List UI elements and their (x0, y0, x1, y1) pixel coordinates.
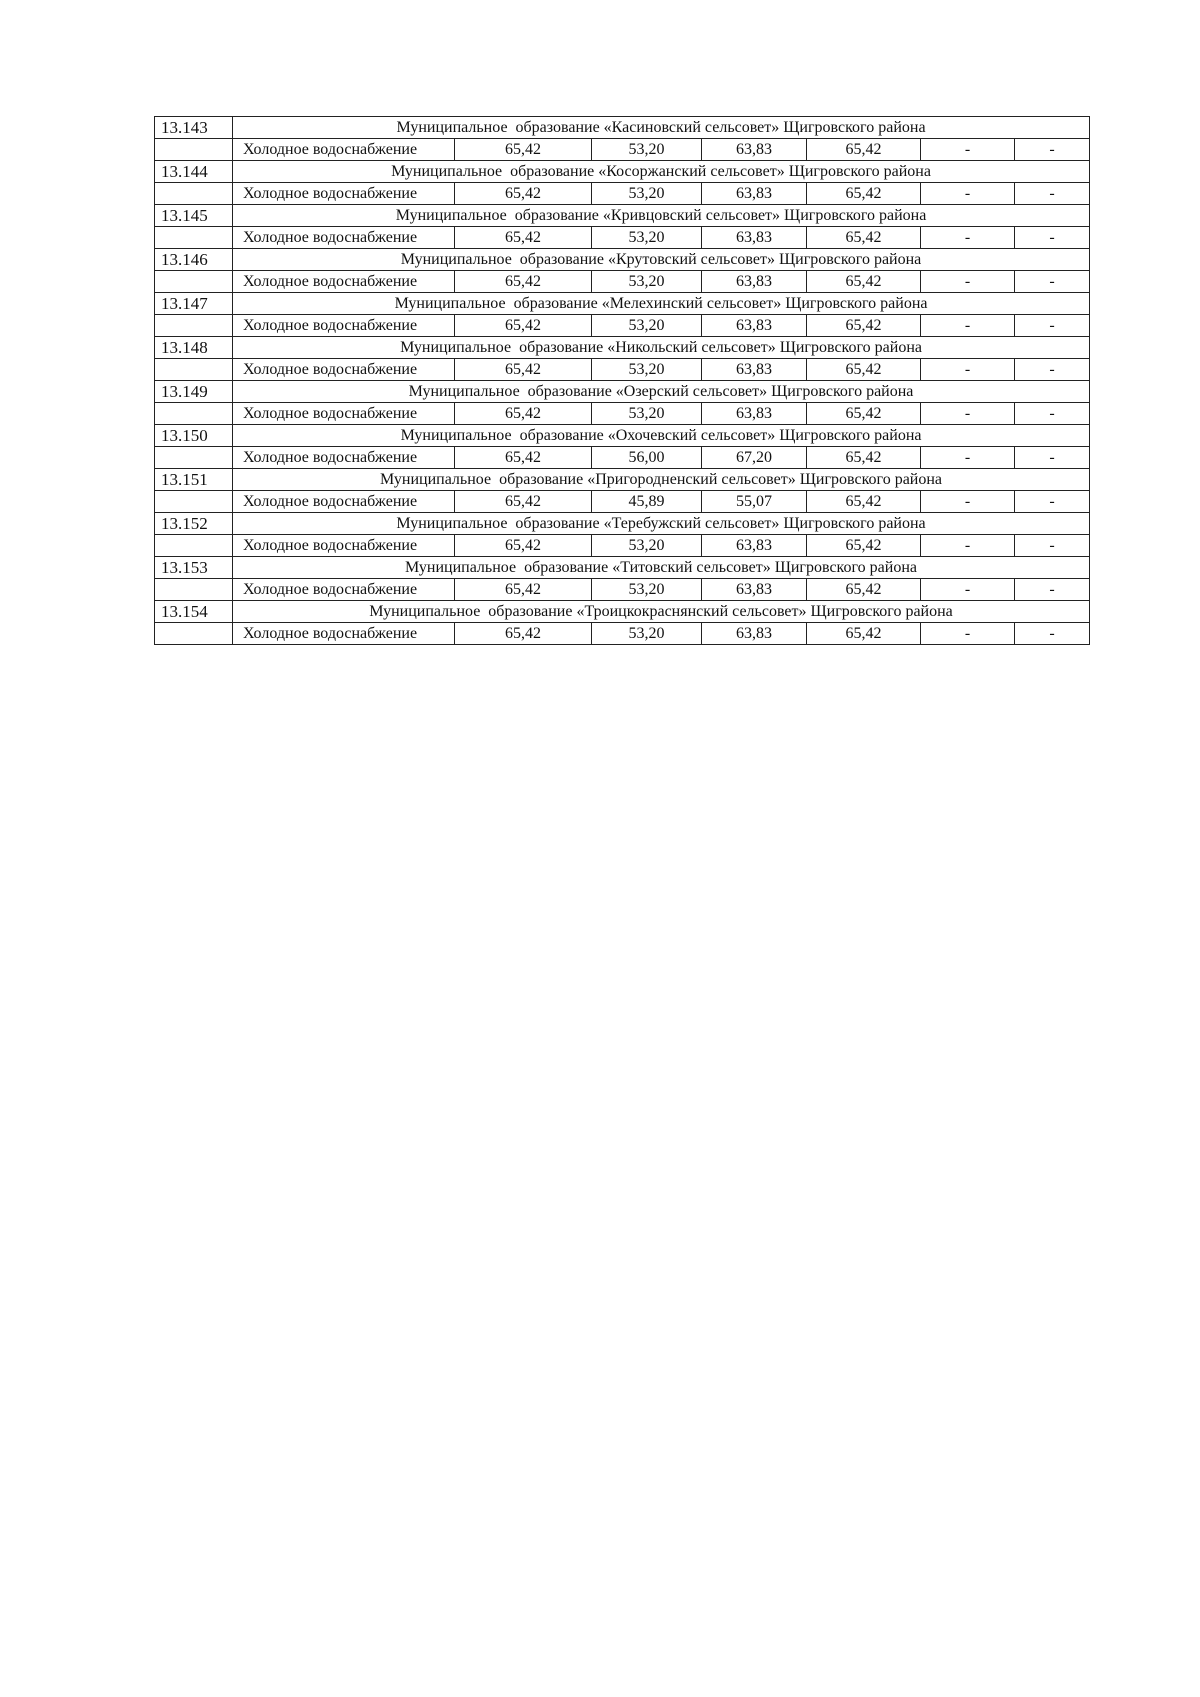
tariff-value-v6: - (1015, 579, 1090, 601)
row-number: 13.143 (155, 117, 233, 139)
service-row (155, 227, 1090, 249)
tariff-value-v1: 65,42 (455, 447, 592, 469)
service-row (155, 271, 1090, 293)
tariff-value-v1: 65,42 (455, 403, 592, 425)
municipality-title: Муниципальное образование «Крутовский сельсовет» Щигровского района (233, 249, 1090, 271)
service-name: Холодное водоснабжение (233, 271, 455, 293)
service-name: Холодное водоснабжение (233, 579, 455, 601)
tariff-value-v5: - (921, 623, 1015, 645)
tariff-value-v2: 53,20 (592, 623, 702, 645)
tariff-value-v1: 65,42 (455, 139, 592, 161)
tariff-value-v4: 65,42 (807, 139, 921, 161)
service-row (155, 447, 1090, 469)
tariff-value-v4: 65,42 (807, 271, 921, 293)
tariff-value-v5: - (921, 315, 1015, 337)
tariff-value-v3: 63,83 (702, 535, 807, 557)
tariff-table (154, 116, 1090, 645)
tariff-value-v2: 53,20 (592, 579, 702, 601)
tariff-value-v5: - (921, 447, 1015, 469)
tariff-value-v1: 65,42 (455, 183, 592, 205)
row-number: 13.148 (155, 337, 233, 359)
municipality-header-row (155, 161, 1090, 183)
row-number: 13.151 (155, 469, 233, 491)
row-number: 13.147 (155, 293, 233, 315)
row-number: 13.144 (155, 161, 233, 183)
service-row (155, 535, 1090, 557)
municipality-title: Муниципальное образование «Пригородненский сельсовет» Щигровского района (233, 469, 1090, 491)
tariff-value-v3: 63,83 (702, 139, 807, 161)
tariff-value-v1: 65,42 (455, 579, 592, 601)
tariff-value-v5: - (921, 359, 1015, 381)
service-name: Холодное водоснабжение (233, 139, 455, 161)
tariff-value-v2: 45,89 (592, 491, 702, 513)
tariff-value-v3: 55,07 (702, 491, 807, 513)
tariff-value-v6: - (1015, 359, 1090, 381)
tariff-value-v5: - (921, 535, 1015, 557)
tariff-value-v3: 63,83 (702, 623, 807, 645)
municipality-title: Муниципальное образование «Кривцовский сельсовет» Щигровского района (233, 205, 1090, 227)
row-number: 13.152 (155, 513, 233, 535)
service-row (155, 579, 1090, 601)
row-number: 13.154 (155, 601, 233, 623)
tariff-value-v3: 63,83 (702, 183, 807, 205)
service-row (155, 359, 1090, 381)
tariff-value-v6: - (1015, 183, 1090, 205)
municipality-title: Муниципальное образование «Озерский сельсовет» Щигровского района (233, 381, 1090, 403)
empty-cell (155, 447, 233, 469)
municipality-title: Муниципальное образование «Охочевский сельсовет» Щигровского района (233, 425, 1090, 447)
municipality-header-row (155, 513, 1090, 535)
tariff-value-v2: 56,00 (592, 447, 702, 469)
municipality-header-row (155, 557, 1090, 579)
tariff-value-v6: - (1015, 447, 1090, 469)
tariff-value-v2: 53,20 (592, 315, 702, 337)
row-number: 13.145 (155, 205, 233, 227)
municipality-title: Муниципальное образование «Касиновский сельсовет» Щигровского района (233, 117, 1090, 139)
tariff-value-v6: - (1015, 139, 1090, 161)
tariff-value-v1: 65,42 (455, 315, 592, 337)
tariff-value-v5: - (921, 139, 1015, 161)
municipality-header-row (155, 117, 1090, 139)
tariff-value-v4: 65,42 (807, 447, 921, 469)
service-row (155, 315, 1090, 337)
service-name: Холодное водоснабжение (233, 359, 455, 381)
tariff-value-v3: 63,83 (702, 579, 807, 601)
service-name: Холодное водоснабжение (233, 183, 455, 205)
municipality-header-row (155, 601, 1090, 623)
empty-cell (155, 535, 233, 557)
tariff-value-v4: 65,42 (807, 403, 921, 425)
tariff-value-v2: 53,20 (592, 227, 702, 249)
service-row (155, 491, 1090, 513)
tariff-value-v4: 65,42 (807, 359, 921, 381)
empty-cell (155, 359, 233, 381)
tariff-value-v5: - (921, 271, 1015, 293)
municipality-title: Муниципальное образование «Мелехинский сельсовет» Щигровского района (233, 293, 1090, 315)
empty-cell (155, 315, 233, 337)
tariff-value-v4: 65,42 (807, 491, 921, 513)
municipality-header-row (155, 469, 1090, 491)
tariff-value-v4: 65,42 (807, 535, 921, 557)
service-row (155, 403, 1090, 425)
tariff-value-v3: 67,20 (702, 447, 807, 469)
tariff-value-v6: - (1015, 227, 1090, 249)
empty-cell (155, 139, 233, 161)
tariff-value-v5: - (921, 491, 1015, 513)
tariff-value-v4: 65,42 (807, 183, 921, 205)
tariff-value-v1: 65,42 (455, 227, 592, 249)
municipality-title: Муниципальное образование «Никольский сельсовет» Щигровского района (233, 337, 1090, 359)
row-number: 13.150 (155, 425, 233, 447)
municipality-title: Муниципальное образование «Косоржанский сельсовет» Щигровского района (233, 161, 1090, 183)
municipality-header-row (155, 249, 1090, 271)
tariff-value-v2: 53,20 (592, 139, 702, 161)
tariff-value-v1: 65,42 (455, 623, 592, 645)
tariff-value-v2: 53,20 (592, 271, 702, 293)
municipality-title: Муниципальное образование «Теребужский сельсовет» Щигровского района (233, 513, 1090, 535)
service-name: Холодное водоснабжение (233, 623, 455, 645)
service-name: Холодное водоснабжение (233, 535, 455, 557)
tariff-value-v3: 63,83 (702, 359, 807, 381)
tariff-value-v4: 65,42 (807, 579, 921, 601)
municipality-header-row (155, 293, 1090, 315)
tariff-value-v3: 63,83 (702, 271, 807, 293)
service-row (155, 183, 1090, 205)
service-name: Холодное водоснабжение (233, 315, 455, 337)
tariff-value-v6: - (1015, 315, 1090, 337)
empty-cell (155, 271, 233, 293)
tariff-value-v2: 53,20 (592, 403, 702, 425)
tariff-value-v6: - (1015, 535, 1090, 557)
empty-cell (155, 623, 233, 645)
empty-cell (155, 183, 233, 205)
empty-cell (155, 491, 233, 513)
tariff-value-v5: - (921, 579, 1015, 601)
tariff-value-v4: 65,42 (807, 227, 921, 249)
row-number: 13.153 (155, 557, 233, 579)
tariff-value-v3: 63,83 (702, 403, 807, 425)
tariff-value-v2: 53,20 (592, 183, 702, 205)
municipality-header-row (155, 381, 1090, 403)
tariff-value-v1: 65,42 (455, 359, 592, 381)
service-row (155, 139, 1090, 161)
empty-cell (155, 227, 233, 249)
tariff-value-v4: 65,42 (807, 623, 921, 645)
tariff-value-v1: 65,42 (455, 535, 592, 557)
municipality-header-row (155, 425, 1090, 447)
service-name: Холодное водоснабжение (233, 447, 455, 469)
table-body (155, 117, 1090, 645)
tariff-value-v2: 53,20 (592, 535, 702, 557)
tariff-value-v1: 65,42 (455, 271, 592, 293)
empty-cell (155, 579, 233, 601)
tariff-value-v6: - (1015, 271, 1090, 293)
service-row (155, 623, 1090, 645)
service-name: Холодное водоснабжение (233, 227, 455, 249)
empty-cell (155, 403, 233, 425)
tariff-value-v1: 65,42 (455, 491, 592, 513)
tariff-value-v5: - (921, 403, 1015, 425)
tariff-value-v3: 63,83 (702, 315, 807, 337)
service-name: Холодное водоснабжение (233, 491, 455, 513)
row-number: 13.146 (155, 249, 233, 271)
tariff-value-v6: - (1015, 403, 1090, 425)
tariff-value-v6: - (1015, 491, 1090, 513)
tariff-value-v3: 63,83 (702, 227, 807, 249)
municipality-header-row (155, 337, 1090, 359)
municipality-header-row (155, 205, 1090, 227)
service-name: Холодное водоснабжение (233, 403, 455, 425)
tariff-value-v6: - (1015, 623, 1090, 645)
tariff-value-v4: 65,42 (807, 315, 921, 337)
municipality-title: Муниципальное образование «Троицкокраснянский сельсовет» Щигровского района (233, 601, 1090, 623)
municipality-title: Муниципальное образование «Титовский сельсовет» Щигровского района (233, 557, 1090, 579)
row-number: 13.149 (155, 381, 233, 403)
tariff-value-v5: - (921, 227, 1015, 249)
tariff-value-v2: 53,20 (592, 359, 702, 381)
tariff-value-v5: - (921, 183, 1015, 205)
